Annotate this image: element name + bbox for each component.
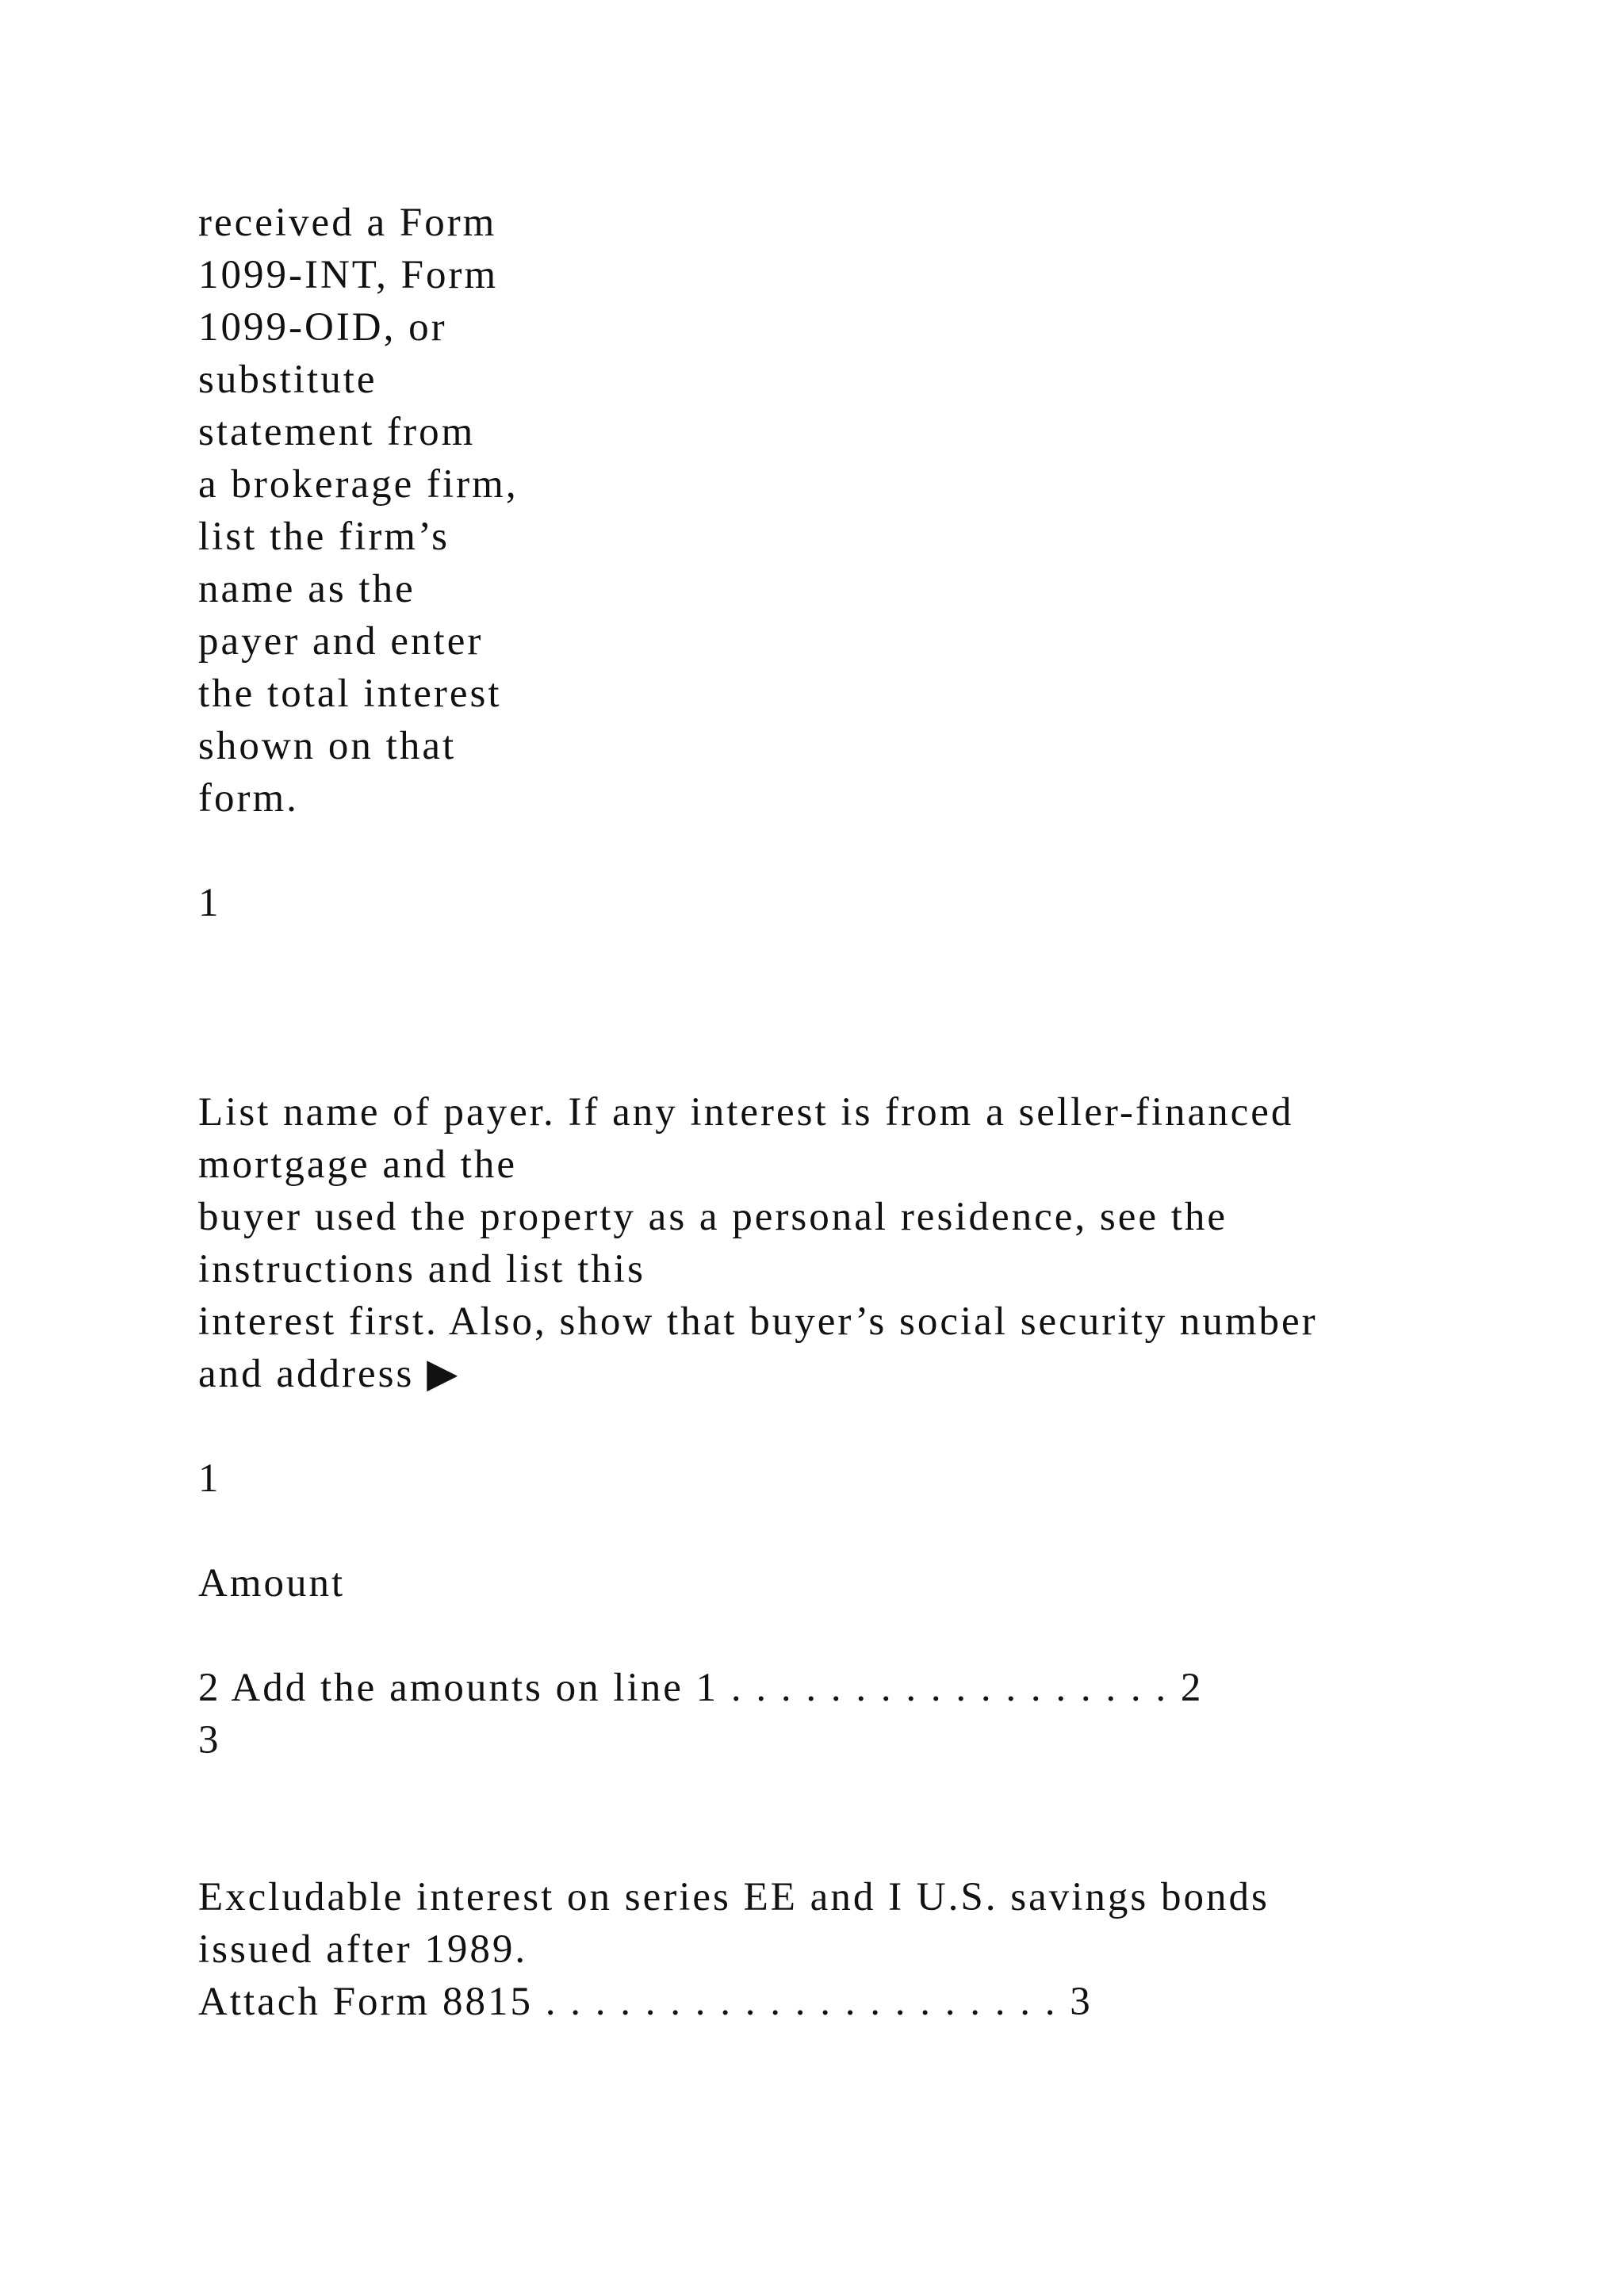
note-line-number: 1 [198,881,221,925]
line1-number: 1 [198,1456,221,1501]
instruction-line: interest first. Also, show that buyer’s social security number [198,1299,1318,1344]
line3-text-line: issued after 1989. [198,1927,528,1972]
note-line: list the firm’s [198,515,450,559]
instruction-line: List name of payer. If any interest is from a seller-financed [198,1090,1294,1135]
amount-label: Amount [198,1561,346,1605]
line2-add-amounts: 2 Add the amounts on line 1 . . . . . . . . . . . . . . . . . . 2 [198,1666,1204,1710]
instruction-line: mortgage and the [198,1142,518,1187]
note-line: payer and enter [198,619,484,664]
note-line: statement from [198,410,476,454]
instruction-line: instructions and list this [198,1247,645,1292]
note-line: the total interest [198,672,502,716]
line3-number: 3 [198,1718,221,1762]
instruction-line: and address ▶ [198,1352,461,1396]
instruction-line: buyer used the property as a personal residence, see the [198,1195,1228,1239]
note-line: received a Form [198,201,497,245]
note-line: 1099-OID, or [198,305,447,350]
note-line: form. [198,776,299,821]
line3-text-line: Attach Form 8815 . . . . . . . . . . . . . . . . . . . . . 3 [198,1980,1093,2024]
note-line: shown on that [198,724,457,768]
note-line: a brokerage firm, [198,462,519,507]
note-line: name as the [198,567,416,611]
line3-text-line: Excludable interest on series EE and I U.S. savings bonds [198,1875,1270,1919]
note-line: 1099-INT, Form [198,253,499,297]
note-line: substitute [198,358,377,402]
